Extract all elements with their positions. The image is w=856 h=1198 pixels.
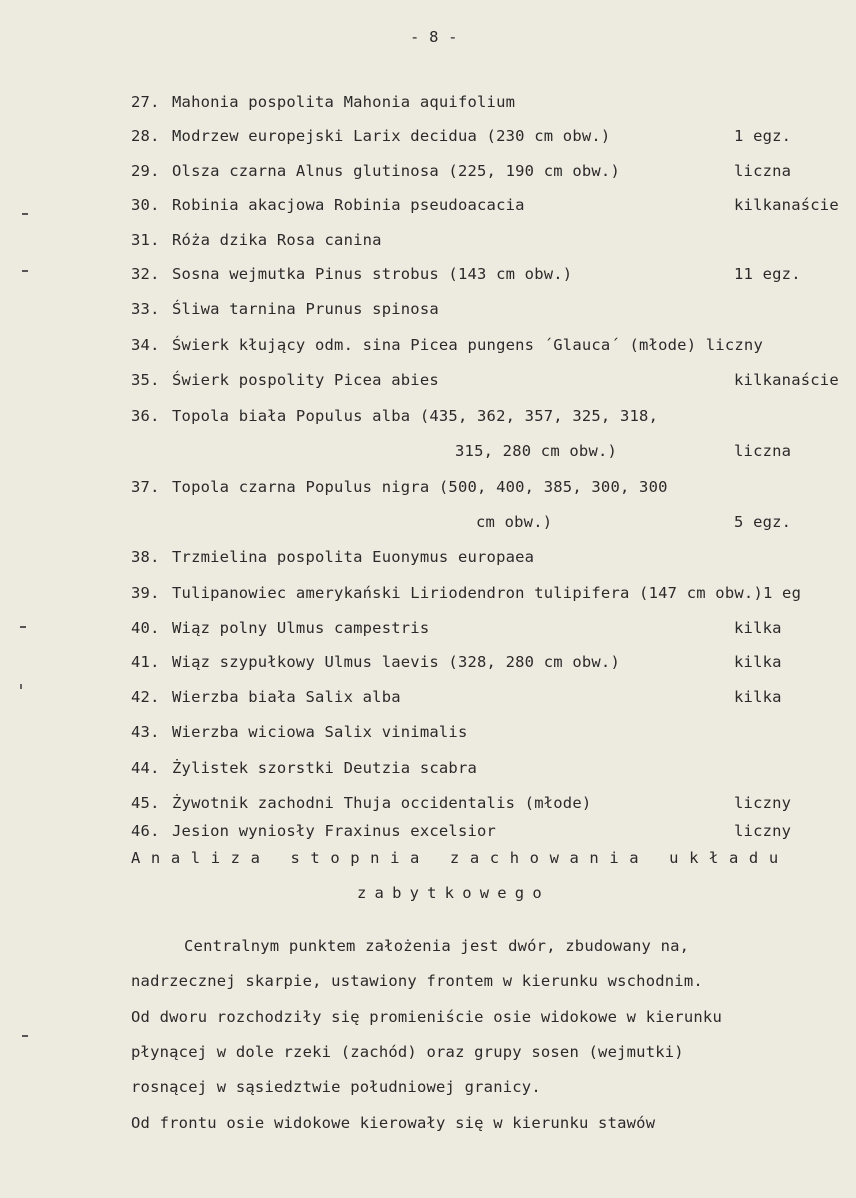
list-item-continuation: 315, 280 cm obw.) (455, 442, 618, 460)
list-item-number: 43. (131, 723, 160, 741)
list-item-number: 45. (131, 794, 160, 812)
list-item-text: Tulipanowiec amerykański Liriodendron tulipifera (147 cm obw.)1 eg (172, 584, 802, 602)
list-item-text: Sosna wejmutka Pinus strobus (143 cm obw.) (172, 265, 573, 283)
paragraph-line: rosnącej w sąsiedztwie południowej granicy. (131, 1078, 541, 1096)
list-item-text: Żywotnik zachodni Thuja occidentalis (młode) (172, 794, 592, 812)
list-item-number: 41. (131, 653, 160, 671)
list-item-number: 37. (131, 478, 160, 496)
list-item-quantity: liczna (734, 442, 792, 460)
list-item-text: Wiąz polny Ulmus campestris (172, 619, 430, 637)
section-heading-continuation: zabytkowego (357, 884, 550, 902)
paragraph-line: nadrzecznej skarpie, ustawiony frontem w kierunku wschodnim. (131, 972, 703, 990)
list-item-text: Wiąz szypułkowy Ulmus laevis (328, 280 cm obw.) (172, 653, 620, 671)
list-item-text: Śliwa tarnina Prunus spinosa (172, 300, 439, 318)
list-item-continuation: cm obw.) (476, 513, 553, 531)
scan-mark (20, 626, 26, 628)
scan-mark (20, 684, 22, 689)
list-item-text: Jesion wyniosły Fraxinus excelsior (172, 822, 497, 840)
list-item-quantity: kilkanaście (734, 371, 839, 389)
section-heading: Analiza stopnia zachowania układu (131, 849, 789, 867)
list-item-number: 29. (131, 162, 160, 180)
list-item-text: Wierzba wiciowa Salix vinimalis (172, 723, 468, 741)
list-item-text: Topola czarna Populus nigra (500, 400, 385, 300, 300 (172, 478, 668, 496)
list-item-number: 44. (131, 759, 160, 777)
list-item-text: Trzmielina pospolita Euonymus europaea (172, 548, 535, 566)
list-item-quantity: kilka (734, 619, 782, 637)
list-item-quantity: kilkanaście (734, 196, 839, 214)
list-item-quantity: liczny (734, 822, 792, 840)
list-item-quantity: kilka (734, 688, 782, 706)
scan-mark (22, 1035, 28, 1037)
list-item-number: 35. (131, 371, 160, 389)
scan-mark (22, 270, 28, 272)
list-item-quantity: 11 egz. (734, 265, 801, 283)
list-item-number: 36. (131, 407, 160, 425)
list-item-text: Wierzba biała Salix alba (172, 688, 401, 706)
list-item-text: Topola biała Populus alba (435, 362, 357, 325, 318, (172, 407, 659, 425)
paragraph-line: Od dworu rozchodziły się promieniście osie widokowe w kierunku (131, 1008, 722, 1026)
list-item-text: Robinia akacjowa Robinia pseudoacacia (172, 196, 525, 214)
list-item-text: Świerk kłujący odm. sina Picea pungens ´Glauca´ (młode) liczny (172, 336, 763, 354)
page-number: - 8 - (410, 28, 458, 46)
list-item-number: 34. (131, 336, 160, 354)
paragraph-line: Centralnym punktem założenia jest dwór, zbudowany na, (184, 937, 690, 955)
list-item-text: Olsza czarna Alnus glutinosa (225, 190 cm obw.) (172, 162, 620, 180)
list-item-number: 40. (131, 619, 160, 637)
list-item-number: 38. (131, 548, 160, 566)
list-item-number: 32. (131, 265, 160, 283)
list-item-quantity: liczny (734, 794, 792, 812)
list-item-number: 28. (131, 127, 160, 145)
list-item-quantity: 5 egz. (734, 513, 792, 531)
list-item-text: Róża dzika Rosa canina (172, 231, 382, 249)
list-item-text: Żylistek szorstki Deutzia scabra (172, 759, 478, 777)
list-item-quantity: liczna (734, 162, 792, 180)
list-item-number: 33. (131, 300, 160, 318)
list-item-number: 27. (131, 93, 160, 111)
list-item-text: Świerk pospolity Picea abies (172, 371, 439, 389)
list-item-number: 42. (131, 688, 160, 706)
list-item-number: 39. (131, 584, 160, 602)
list-item-text: Mahonia pospolita Mahonia aquifolium (172, 93, 516, 111)
list-item-text: Modrzew europejski Larix decidua (230 cm obw.) (172, 127, 611, 145)
list-item-number: 30. (131, 196, 160, 214)
scan-mark (22, 213, 28, 215)
list-item-number: 31. (131, 231, 160, 249)
list-item-quantity: kilka (734, 653, 782, 671)
paragraph-line: Od frontu osie widokowe kierowały się w kierunku stawów (131, 1114, 656, 1132)
paragraph-line: płynącej w dole rzeki (zachód) oraz grupy sosen (wejmutki) (131, 1043, 684, 1061)
list-item-number: 46. (131, 822, 160, 840)
list-item-quantity: 1 egz. (734, 127, 792, 145)
